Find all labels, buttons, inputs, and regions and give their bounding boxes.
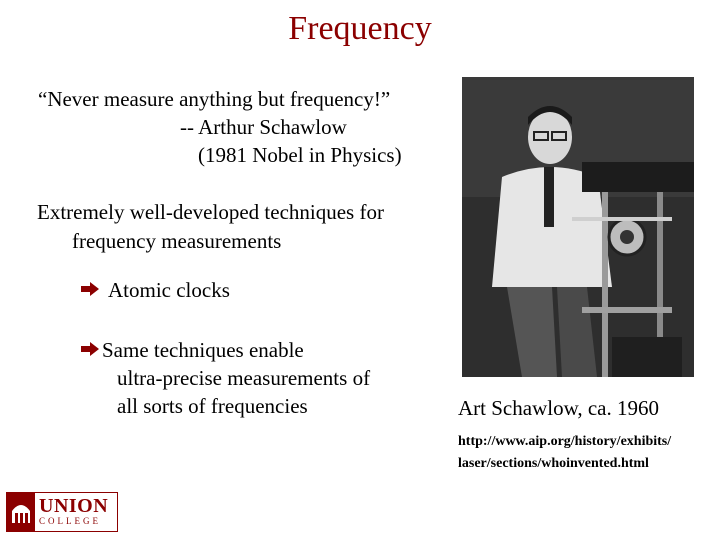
slide-title: Frequency (288, 10, 432, 47)
schawlow-photo-illustration (462, 77, 694, 377)
bullet-text-continued: all sorts of frequencies (117, 394, 308, 418)
bullet-atomic-clocks (80, 278, 230, 303)
bullet-same-techniques (80, 338, 304, 363)
photo-source-url: http://www.aip.org/history/exhibits/ (458, 434, 672, 449)
logo-emblem (7, 493, 35, 531)
right-arrow-icon (80, 278, 100, 303)
logo-word-college: COLLEGE (39, 516, 101, 526)
logo-word-union: UNION (39, 495, 109, 517)
right-arrow-icon (80, 338, 100, 363)
quote-credential: (1981 Nobel in Physics) (198, 143, 402, 167)
photo-source-url-continued: laser/sections/whoinvented.html (458, 456, 649, 471)
main-point-line1: Extremely well-developed techniques for (37, 200, 384, 224)
union-college-logo (6, 492, 118, 532)
main-point-line2: frequency measurements (72, 229, 282, 253)
photo-caption: Art Schawlow, ca. 1960 (458, 396, 660, 420)
quote-attribution: -- Arthur Schawlow (180, 115, 347, 139)
schawlow-photo (462, 77, 694, 377)
bullet-text-continued: ultra-precise measurements of (117, 366, 371, 390)
bullet-text: Atomic clocks (108, 278, 230, 302)
quote-text: “Never measure anything but frequency!” (38, 87, 391, 111)
bullet-text: Same techniques enable (102, 338, 304, 362)
